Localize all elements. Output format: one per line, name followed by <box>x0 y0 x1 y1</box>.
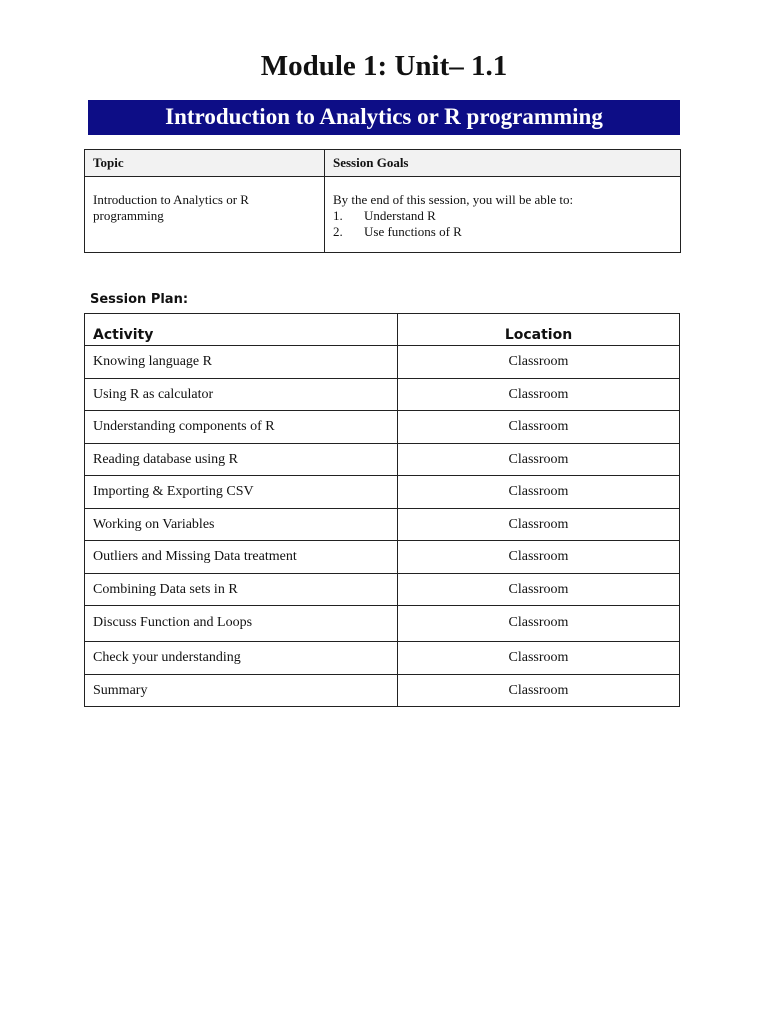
table-row <box>85 674 680 707</box>
location-cell: Classroom <box>398 378 680 411</box>
session-plan-table <box>84 313 680 707</box>
table-row <box>85 346 680 379</box>
goal-number: 2. <box>333 224 343 239</box>
goals-table-row <box>85 177 681 253</box>
goals-table-header-row <box>85 150 681 177</box>
activity-cell: Working on Variables <box>85 508 398 541</box>
topic-header: Topic <box>85 150 325 177</box>
location-cell: Classroom <box>398 508 680 541</box>
activity-cell: Check your understanding <box>85 642 398 675</box>
location-cell: Classroom <box>398 674 680 707</box>
goals-intro: By the end of this session, you will be able to: <box>333 192 574 207</box>
session-plan-label: Session Plan: <box>90 292 189 307</box>
location-header: Location <box>398 314 680 346</box>
activity-cell: Understanding components of R <box>85 411 398 444</box>
location-cell: Classroom <box>398 606 680 642</box>
session-goals-table <box>84 149 681 253</box>
topic-cell: Introduction to Analytics or R programming <box>85 177 325 253</box>
activity-cell: Outliers and Missing Data treatment <box>85 541 398 574</box>
location-cell: Classroom <box>398 541 680 574</box>
goal-item <box>333 224 672 240</box>
session-goals-header: Session Goals <box>325 150 681 177</box>
location-cell: Classroom <box>398 642 680 675</box>
goal-text: Use functions of R <box>364 224 462 239</box>
location-cell: Classroom <box>398 573 680 606</box>
table-row <box>85 476 680 509</box>
table-row <box>85 443 680 476</box>
activity-cell: Reading database using R <box>85 443 398 476</box>
location-cell: Classroom <box>398 476 680 509</box>
activity-cell: Knowing language R <box>85 346 398 379</box>
activity-cell: Summary <box>85 674 398 707</box>
activity-header: Activity <box>85 314 398 346</box>
activity-cell: Combining Data sets in R <box>85 573 398 606</box>
goal-number: 1. <box>333 208 343 223</box>
session-goals-cell <box>325 177 681 253</box>
activity-cell: Importing & Exporting CSV <box>85 476 398 509</box>
unit-title-banner: Introduction to Analytics or R programming <box>88 100 680 135</box>
table-row <box>85 411 680 444</box>
table-row <box>85 606 680 642</box>
table-row <box>85 378 680 411</box>
location-cell: Classroom <box>398 346 680 379</box>
goal-text: Understand R <box>364 208 436 223</box>
activity-cell: Using R as calculator <box>85 378 398 411</box>
table-row <box>85 508 680 541</box>
page-title: Module 1: Unit– 1.1 <box>260 50 508 82</box>
goal-item <box>333 208 672 224</box>
location-cell: Classroom <box>398 411 680 444</box>
activity-cell: Discuss Function and Loops <box>85 606 398 642</box>
location-cell: Classroom <box>398 443 680 476</box>
table-row <box>85 642 680 675</box>
table-row <box>85 541 680 574</box>
goals-list <box>333 208 672 240</box>
table-row <box>85 573 680 606</box>
plan-table-header-row <box>85 314 680 346</box>
